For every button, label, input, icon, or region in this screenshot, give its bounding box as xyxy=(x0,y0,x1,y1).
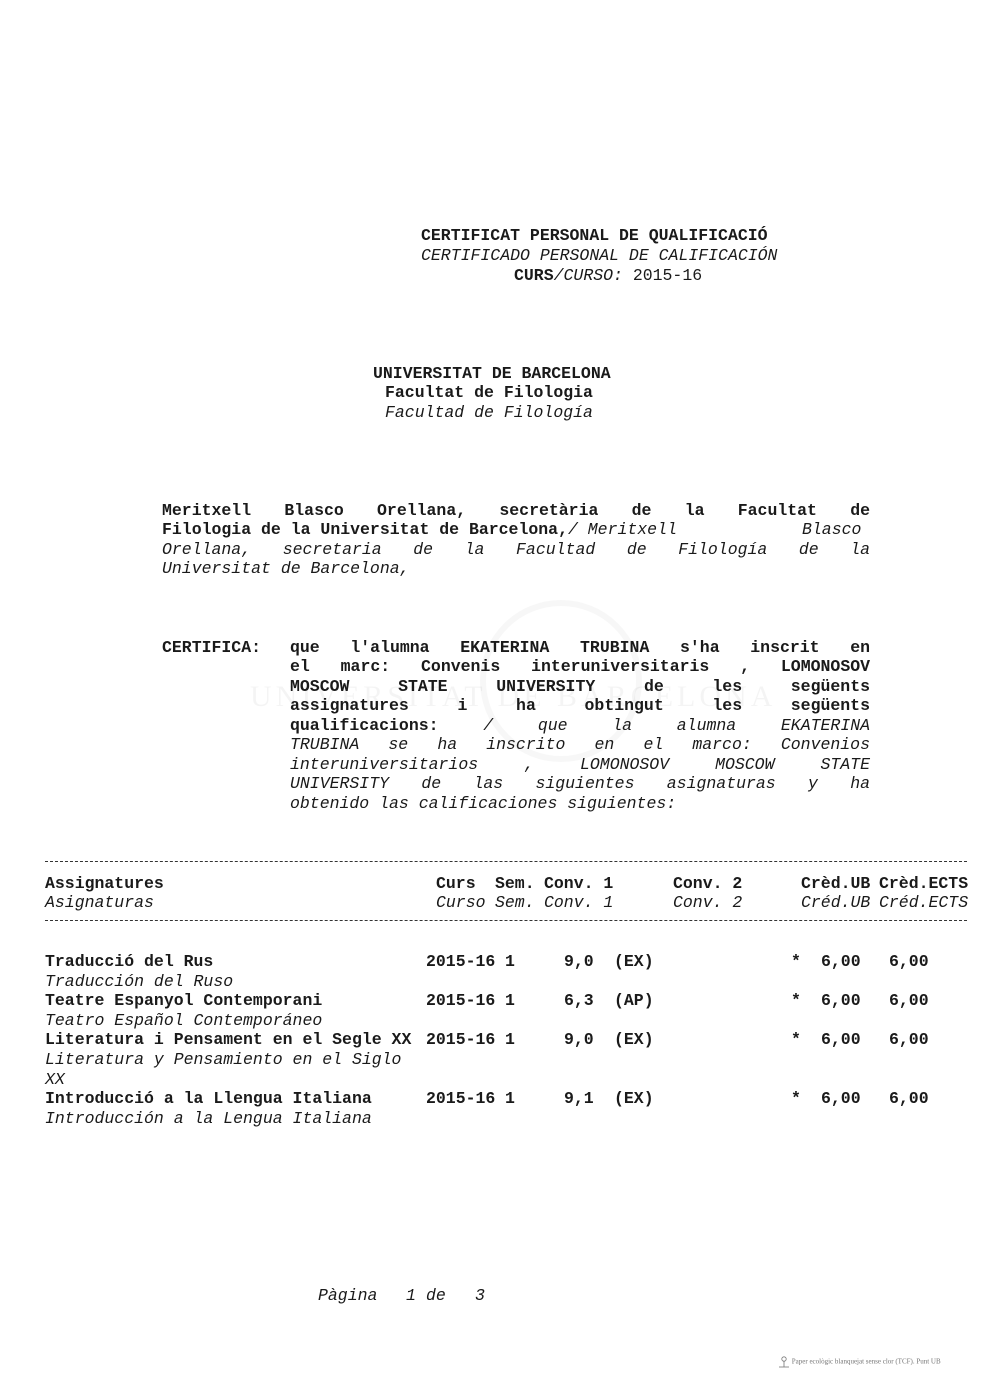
header-subject-ca: Assignatures xyxy=(45,874,164,893)
subject-qualification: (EX) xyxy=(614,1030,654,1049)
subject-cred-ects: 6,00 xyxy=(889,1089,929,1108)
subject-cred-ub: 6,00 xyxy=(821,1030,861,1049)
subject-course: 2015-16 xyxy=(426,1030,496,1049)
subject-course: 2015-16 xyxy=(426,991,496,1010)
subject-mark: * xyxy=(791,952,801,971)
subject-cred-ub: 6,00 xyxy=(821,952,861,971)
certifica-label: CERTIFICA: xyxy=(162,638,262,657)
subject-name-es: Literatura y Pensamiento en el Siglo xyxy=(45,1050,402,1069)
certifica-line-2: el marc: Convenis interuniversitaris , LOMONOSOV xyxy=(290,657,871,676)
certifica-line-3: MOSCOW STATE UNIVERSITY de les següents xyxy=(290,677,870,696)
page-total: 3 xyxy=(475,1286,485,1305)
certifica-line-8: UNIVERSITY de las siguientes asignaturas y ha xyxy=(290,774,871,793)
subject-name-ca: Traducció del Rus xyxy=(45,952,214,971)
table-top-divider xyxy=(45,861,967,862)
header-cred-ub-ca: Crèd.UB xyxy=(801,874,871,893)
subject-cred-ects: 6,00 xyxy=(889,991,929,1010)
signatory-line-3: Orellana, secretaria de la Facultad de Filología de la xyxy=(162,540,871,559)
signatory-line-4: Universitat de Barcelona, xyxy=(162,559,410,578)
header-cred-ub-es: Créd.UB xyxy=(801,893,871,912)
subject-cred-ects: 6,00 xyxy=(889,952,929,971)
title-spanish: CERTIFICADO PERSONAL DE CALIFICACIÓN xyxy=(421,246,778,265)
subject-grade: 9,0 xyxy=(564,952,594,971)
course-label-ca: CURS xyxy=(514,266,554,285)
signatory-line-1: Meritxell Blasco Orellana, secretària de la Facultat de xyxy=(162,501,870,520)
subject-name-es: Teatro Español Contemporáneo xyxy=(45,1011,323,1030)
header-conv1-es: Conv. 1 xyxy=(544,893,614,912)
certifica-line-5: qualificacions: / que la alumna EKATERINA xyxy=(290,716,871,735)
university-name: UNIVERSITAT DE BARCELONA xyxy=(373,364,611,383)
subject-mark: * xyxy=(791,1030,801,1049)
subject-semester: 1 xyxy=(505,1030,515,1049)
subject-qualification: (EX) xyxy=(614,1089,654,1108)
header-cred-ects-es: Créd.ECTS xyxy=(879,893,969,912)
header-conv2-ca: Conv. 2 xyxy=(673,874,743,893)
tree-icon xyxy=(778,1356,790,1368)
header-cred-ects-ca: Crèd.ECTS xyxy=(879,874,969,893)
course-label-es: /CURSO: xyxy=(553,266,623,285)
header-curs-es: Curso xyxy=(436,893,486,912)
subject-grade: 9,1 xyxy=(564,1089,594,1108)
subject-cred-ub: 6,00 xyxy=(821,991,861,1010)
certifica-line-1: que l'alumna EKATERINA TRUBINA s'ha inscrit en xyxy=(290,638,871,657)
certifica-line-7: interuniversitarios , LOMONOSOV MOSCOW STATE xyxy=(290,755,870,774)
subject-cred-ub: 6,00 xyxy=(821,1089,861,1108)
title-catalan: CERTIFICAT PERSONAL DE QUALIFICACIÓ xyxy=(421,226,768,245)
eco-paper-note: Paper ecològic blanquejat sense clor (TCF). Punt UB xyxy=(778,1356,941,1368)
subject-name-ca: Literatura i Pensament en el Segle XX xyxy=(45,1030,412,1049)
page-of: de xyxy=(426,1286,446,1305)
header-curs-ca: Curs xyxy=(436,874,476,893)
header-conv2-es: Conv. 2 xyxy=(673,893,743,912)
subject-cred-ects: 6,00 xyxy=(889,1030,929,1049)
subject-grade: 9,0 xyxy=(564,1030,594,1049)
subject-name-ca: Teatre Espanyol Contemporani xyxy=(45,991,323,1010)
subject-name-es-cont: XX xyxy=(45,1070,65,1089)
certifica-line-6: TRUBINA se ha inscrito en el marco: Convenios xyxy=(290,735,870,754)
subject-name-es: Introducción a la Lengua Italiana xyxy=(45,1109,372,1128)
subject-course: 2015-16 xyxy=(426,1089,496,1108)
page-current: 1 xyxy=(406,1286,416,1305)
certifica-line-9: obtenido las calificaciones siguientes: xyxy=(290,794,677,813)
subject-semester: 1 xyxy=(505,952,515,971)
subject-name-ca: Introducció a la Llengua Italiana xyxy=(45,1089,372,1108)
signatory-line-2: Filologia de la Universitat de Barcelona,/ Meritxell xyxy=(162,520,677,539)
subject-course: 2015-16 xyxy=(426,952,496,971)
header-conv1-ca: Conv. 1 xyxy=(544,874,614,893)
course-line xyxy=(514,266,702,286)
faculty-spanish: Facultad de Filología xyxy=(385,403,593,422)
subject-grade: 6,3 xyxy=(564,991,594,1010)
subject-semester: 1 xyxy=(505,1089,515,1108)
subject-qualification: (EX) xyxy=(614,952,654,971)
signatory-line-2-end: Blasco xyxy=(802,520,862,539)
subject-mark: * xyxy=(791,991,801,1010)
subject-semester: 1 xyxy=(505,991,515,1010)
header-sem-es: Sem. xyxy=(495,893,535,912)
faculty-catalan: Facultat de Filologia xyxy=(385,383,593,402)
subject-name-es: Traducción del Ruso xyxy=(45,972,234,991)
course-value: 2015-16 xyxy=(622,266,703,285)
table-header-divider xyxy=(45,920,967,921)
certifica-line-4: assignatures i ha obtingut les següents xyxy=(290,696,870,715)
header-subject-es: Asignaturas xyxy=(45,893,154,912)
header-sem-ca: Sem. xyxy=(495,874,535,893)
page-label: Pàgina xyxy=(318,1286,378,1305)
subject-qualification: (AP) xyxy=(614,991,654,1010)
subject-mark: * xyxy=(791,1089,801,1108)
